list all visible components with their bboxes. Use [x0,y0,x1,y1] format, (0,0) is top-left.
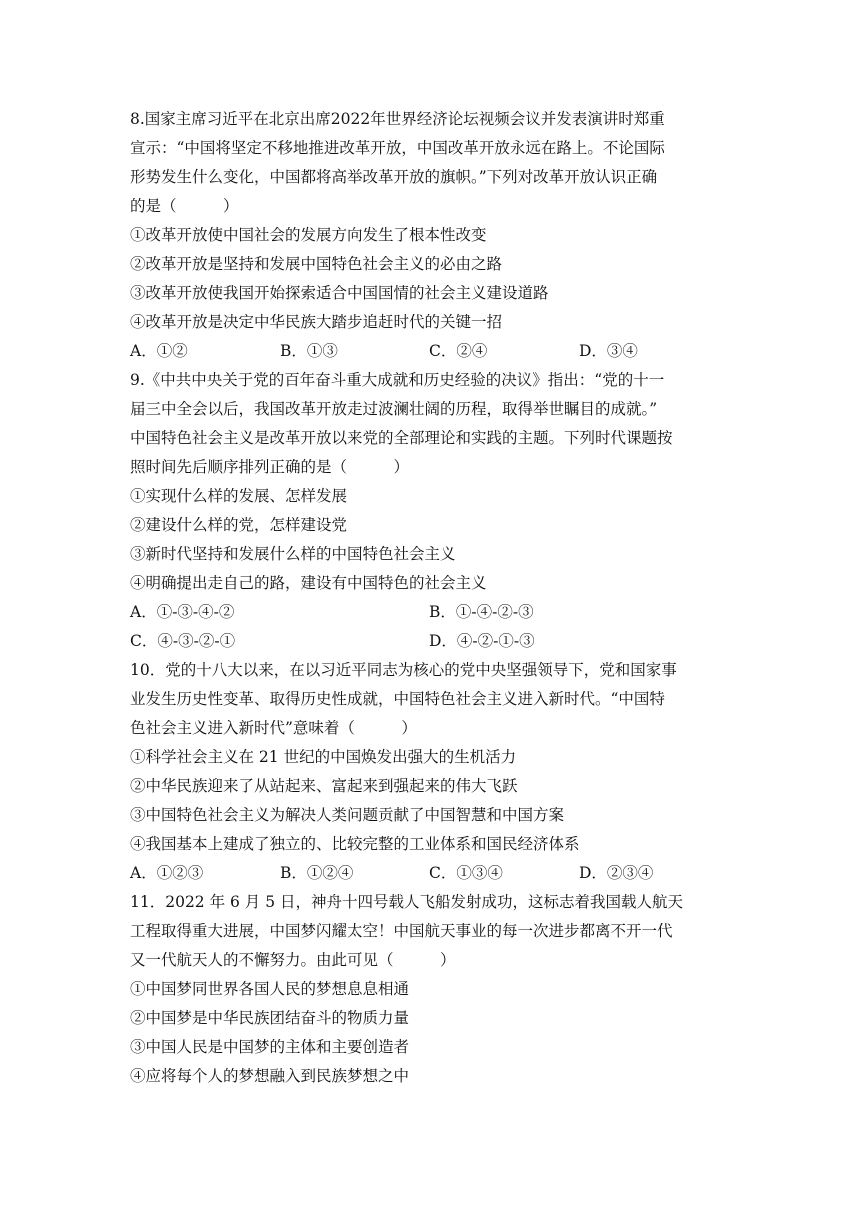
option-c: C．④-③-②-① [130,632,236,650]
option-b: B．①-④-②-③ [429,603,534,621]
question-stem-line: 业发生历史性变革、取得历史性成就，中国特色社会主义进入新时代。“中国特 [130,690,665,708]
question-11 [130,888,735,1091]
statement-item: ①改革开放使中国社会的发展方向发生了根本性改变 [130,226,487,244]
exam-page [130,105,735,1091]
question-stem-line: 8.国家主席习近平在北京出席2022年世界经济论坛视频会议并发表演讲时郑重 [130,110,665,128]
option-d: D．④-②-①-③ [429,632,535,650]
answer-options [130,598,735,627]
option-b: B．①②④ [280,864,354,882]
question-10 [130,656,735,888]
question-8 [130,105,735,366]
statement-item: ③中国特色社会主义为解决人类问题贡献了中国智慧和中国方案 [130,806,565,824]
question-stem-line: 的是（ ） [130,197,239,215]
question-stem-line: 色社会主义进入新时代”意味着（ ） [130,719,417,737]
question-stem-line: 中国特色社会主义是改革开放以来党的全部理论和实践的主题。下列时代课题按 [130,429,673,447]
option-d: D．②③④ [579,864,654,882]
statement-item: ②中华民族迎来了从站起来、富起来到强起来的伟大飞跃 [130,777,518,795]
statement-item: ①中国梦同世界各国人民的梦想息息相通 [130,980,410,998]
statement-item: ③新时代坚持和发展什么样的中国特色社会主义 [130,545,456,563]
option-d: D．③④ [579,342,638,360]
statement-item: ②改革开放是坚持和发展中国特色社会主义的必由之路 [130,255,503,273]
question-stem-line: 届三中全会以后，我国改革开放走过波澜壮阔的历程，取得举世瞩目的成就。” [130,400,658,418]
statement-item: ②中国梦是中华民族团结奋斗的物质力量 [130,1009,410,1027]
statement-item: ③改革开放使我国开始探索适合中国国情的社会主义建设道路 [130,284,549,302]
statement-item: ④明确提出走自己的路，建设有中国特色的社会主义 [130,574,487,592]
statement-item: ④应将每个人的梦想融入到民族梦想之中 [130,1067,410,1085]
option-a: A．①②③ [130,864,204,882]
question-stem-line: 宣示：“中国将坚定不移地推进改革开放，中国改革开放永远在路上。不论国际 [130,139,665,157]
statement-item: ④我国基本上建成了独立的、比较完整的工业体系和国民经济体系 [130,835,580,853]
answer-options [130,337,735,366]
answer-options [130,627,735,656]
option-b: B．①③ [280,342,338,360]
statement-item: ①实现什么样的发展、怎样发展 [130,487,348,505]
answer-options [130,859,735,888]
question-stem-line: 照时间先后顺序排列正确的是（ ） [130,458,410,476]
question-9 [130,366,735,656]
question-stem-line: 10．党的十八大以来，在以习近平同志为核心的党中央坚强领导下，党和国家事 [130,661,677,679]
question-stem-line: 又一代航天人的不懈努力。由此可见（ ） [130,951,456,969]
option-a: A．①② [130,342,188,360]
option-c: C．①③④ [429,864,503,882]
statement-item: ①科学社会主义在 21 世纪的中国焕发出强大的生机活力 [130,748,517,766]
statement-item: ③中国人民是中国梦的主体和主要创造者 [130,1038,410,1056]
statement-item: ②建设什么样的党，怎样建设党 [130,516,348,534]
option-a: A．①-③-④-② [130,603,235,621]
question-stem-line: 11．2022 年 6 月 5 日，神舟十四号载人飞船发射成功，这标志着我国载人航天 [130,893,684,911]
question-stem-line: 9.《中共中央关于党的百年奋斗重大成就和历史经验的决议》指出：“党的十一 [130,371,665,389]
question-stem-line: 工程取得重大进展，中国梦闪耀太空！中国航天事业的每一次进步都离不开一代 [130,922,673,940]
option-c: C．②④ [429,342,488,360]
statement-item: ④改革开放是决定中华民族大踏步追赶时代的关键一招 [130,313,503,331]
question-stem-line: 形势发生什么变化，中国都将高举改革开放的旗帜。”下列对改革开放认识正确 [130,168,658,186]
